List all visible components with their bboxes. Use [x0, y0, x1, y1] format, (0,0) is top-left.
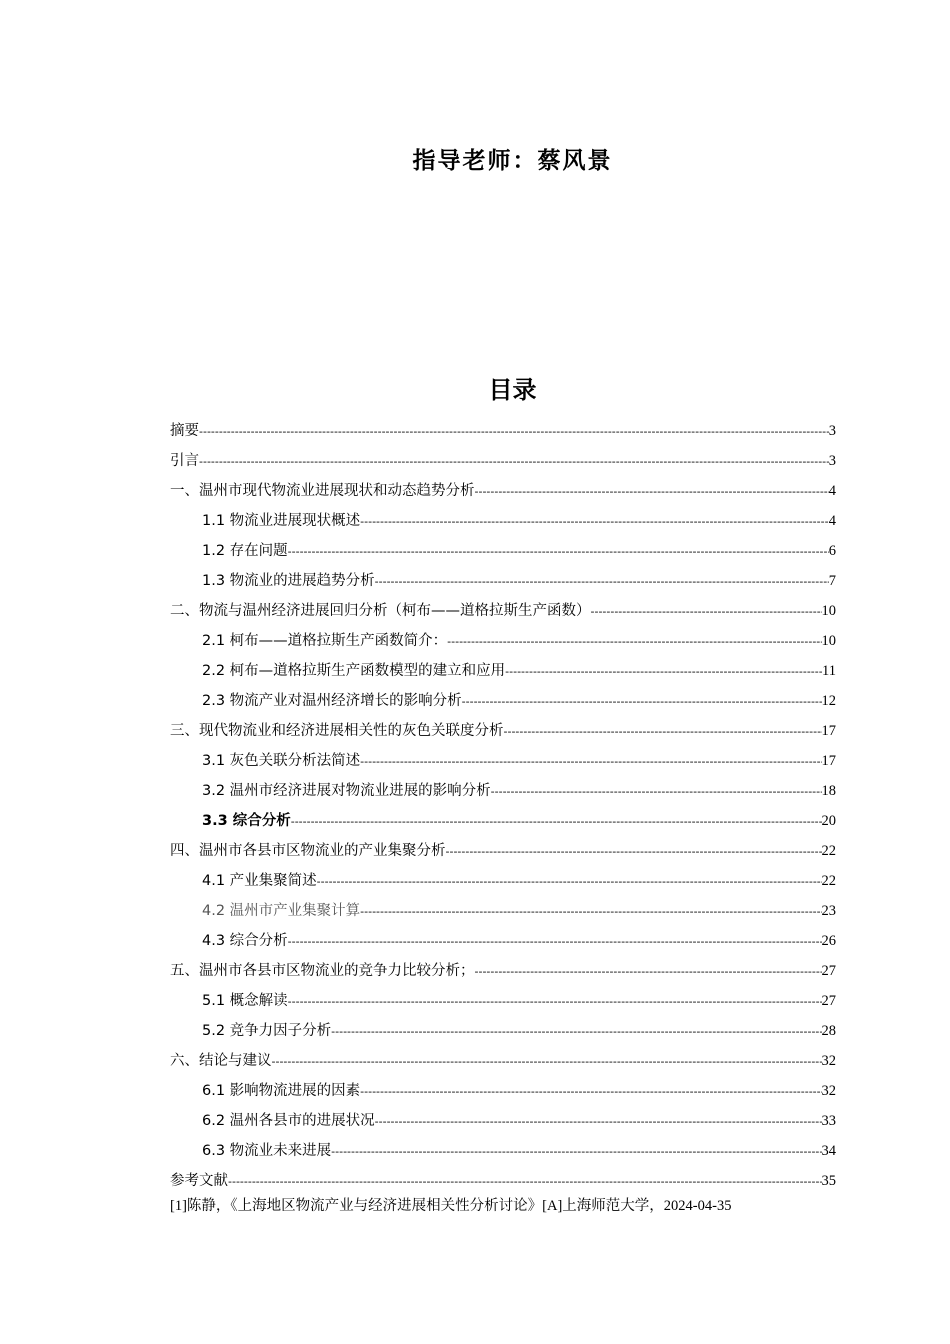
toc-leader-dashes	[505, 657, 822, 687]
toc-entry-page: 23	[821, 903, 836, 919]
toc-leader-dashes	[331, 1137, 821, 1167]
toc-entry-page: 27	[821, 993, 836, 1009]
toc-entry-page: 11	[822, 663, 836, 679]
toc-entry-page: 17	[821, 753, 836, 769]
toc-leader-dashes	[462, 687, 822, 717]
toc-leader-dashes	[491, 777, 822, 807]
toc-leader-dashes	[199, 447, 829, 477]
toc-leader-dashes	[199, 417, 829, 447]
toc-entry-page: 20	[821, 813, 836, 829]
toc-entry-label: 4.3 综合分析	[202, 933, 288, 949]
toc-entry-label: 1.2 存在问题	[202, 543, 288, 559]
toc-leader-dashes	[288, 537, 829, 567]
table-of-contents	[170, 416, 836, 1196]
toc-entry[interactable]	[170, 806, 836, 836]
toc-entry-label: 三、现代物流业和经济进展相关性的灰色关联度分析	[170, 723, 504, 739]
toc-entry-page: 17	[821, 723, 836, 739]
advisor-line: 指导老师：蔡风景	[412, 147, 613, 174]
toc-leader-dashes	[360, 897, 821, 927]
toc-leader-dashes	[288, 927, 822, 957]
toc-entry-page: 32	[821, 1053, 836, 1069]
toc-entry-label: 1.3 物流业的进展趋势分析	[202, 573, 375, 589]
toc-leader-dashes	[331, 1017, 821, 1047]
toc-entry-page: 27	[821, 963, 836, 979]
toc-entry-label: 一、温州市现代物流业进展现状和动态趋势分析	[170, 483, 475, 499]
toc-entry[interactable]	[170, 686, 836, 716]
toc-entry-label: 摘要	[170, 423, 199, 439]
toc-entry-page: 12	[821, 693, 836, 709]
toc-entry-page: 6	[828, 543, 836, 559]
toc-entry[interactable]	[170, 836, 836, 866]
toc-entry[interactable]	[170, 986, 836, 1016]
toc-leader-dashes	[446, 837, 822, 867]
toc-entry-page: 10	[821, 603, 836, 619]
toc-entry-page: 4	[828, 513, 836, 529]
toc-entry-label: 2.1 柯布——道格拉斯生产函数简介：	[202, 633, 448, 649]
toc-entry-label: 1.1 物流业进展现状概述	[202, 513, 361, 529]
toc-entry[interactable]	[170, 566, 836, 596]
toc-entry[interactable]	[170, 1076, 836, 1106]
toc-entry-label: 六、结论与建议	[170, 1053, 272, 1069]
toc-entry-page: 22	[821, 843, 836, 859]
toc-entry[interactable]	[170, 956, 836, 986]
toc-entry-label: 2.3 物流产业对温州经济增长的影响分析	[202, 693, 462, 709]
toc-entry-page: 4	[828, 483, 836, 499]
toc-entry-label: 6.3 物流业未来进展	[202, 1143, 332, 1159]
toc-entry-label: 4.2 温州市产业集聚计算	[202, 903, 361, 919]
toc-entry-page: 32	[821, 1083, 836, 1099]
toc-entry-label: 二、物流与温州经济进展回归分析（柯布——道格拉斯生产函数）	[170, 603, 591, 619]
toc-entry-page: 18	[821, 783, 836, 799]
toc-entry[interactable]	[170, 1166, 836, 1196]
toc-entry-label: 5.2 竞争力因子分析	[202, 1023, 332, 1039]
toc-entry[interactable]	[170, 476, 836, 506]
toc-entry-page: 3	[828, 423, 836, 439]
toc-leader-dashes	[291, 807, 822, 837]
toc-leader-dashes	[447, 627, 821, 657]
toc-entry[interactable]	[170, 656, 836, 686]
toc-entry-page: 3	[828, 453, 836, 469]
toc-entry[interactable]	[170, 926, 836, 956]
toc-entry-label: 引言	[170, 453, 199, 469]
toc-entry-label: 6.1 影响物流进展的因素	[202, 1083, 361, 1099]
toc-leader-dashes	[272, 1047, 822, 1077]
toc-leader-dashes	[375, 1107, 822, 1137]
toc-entry[interactable]	[170, 716, 836, 746]
toc-entry-page: 35	[821, 1173, 836, 1189]
toc-entry-label: 5.1 概念解读	[202, 993, 288, 1009]
toc-entry[interactable]	[170, 1046, 836, 1076]
toc-leader-dashes	[475, 477, 829, 507]
toc-leader-dashes	[591, 597, 822, 627]
toc-entry-label: 2.2 柯布—道格拉斯生产函数模型的建立和应用	[202, 663, 506, 679]
toc-entry-label: 四、温州市各县市区物流业的产业集聚分析	[170, 843, 446, 859]
toc-entry-label: 3.1 灰色关联分析法简述	[202, 753, 361, 769]
toc-leader-dashes	[475, 957, 822, 987]
toc-leader-dashes	[375, 567, 829, 597]
toc-leader-dashes	[317, 867, 822, 897]
toc-entry-label: 参考文献	[170, 1173, 228, 1189]
toc-entry[interactable]	[170, 446, 836, 476]
toc-entry[interactable]	[170, 536, 836, 566]
toc-entry[interactable]	[170, 596, 836, 626]
toc-entry[interactable]	[170, 746, 836, 776]
toc-leader-dashes	[360, 1077, 821, 1107]
toc-entry-label: 五、温州市各县市区物流业的竞争力比较分析；	[170, 963, 475, 979]
toc-entry[interactable]	[170, 416, 836, 446]
toc-entry[interactable]	[170, 866, 836, 896]
toc-leader-dashes	[228, 1167, 822, 1197]
toc-entry-page: 33	[821, 1113, 836, 1129]
toc-entry[interactable]	[170, 1106, 836, 1136]
toc-entry-page: 22	[821, 873, 836, 889]
toc-entry-label: 3.3 综合分析	[202, 813, 291, 829]
toc-entry[interactable]	[170, 626, 836, 656]
toc-title: 目录	[488, 376, 537, 404]
toc-entry-page: 10	[821, 633, 836, 649]
reference-entry: [1]陈静，《上海地区物流产业与经济进展相关性分析讨论》[A]上海师范大学，2024-04-35	[170, 1198, 732, 1214]
toc-entry[interactable]	[170, 776, 836, 806]
toc-leader-dashes	[360, 507, 829, 537]
toc-entry-page: 34	[821, 1143, 836, 1159]
toc-entry-page: 7	[828, 573, 836, 589]
toc-entry[interactable]	[170, 896, 836, 926]
toc-entry-label: 3.2 温州市经济进展对物流业进展的影响分析	[202, 783, 491, 799]
toc-entry-label: 6.2 温州各县市的进展状况	[202, 1113, 375, 1129]
toc-entry[interactable]	[170, 1016, 836, 1046]
toc-leader-dashes	[504, 717, 822, 747]
toc-entry[interactable]	[170, 506, 836, 536]
toc-leader-dashes	[288, 987, 822, 1017]
toc-entry-label: 4.1 产业集聚简述	[202, 873, 317, 889]
toc-entry-page: 28	[821, 1023, 836, 1039]
toc-entry-page: 26	[821, 933, 836, 949]
toc-leader-dashes	[360, 747, 821, 777]
toc-entry[interactable]	[170, 1136, 836, 1166]
